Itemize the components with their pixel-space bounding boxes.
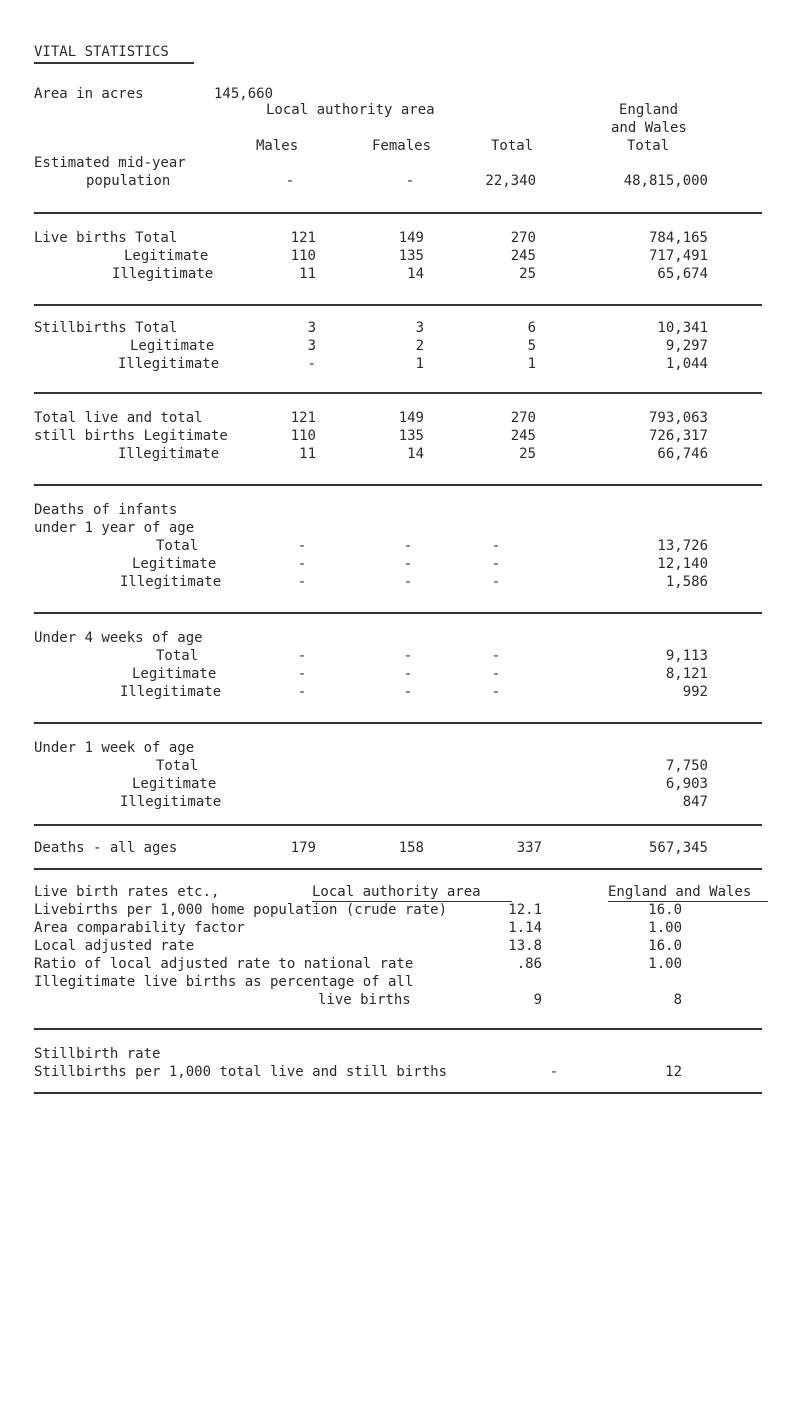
- row-label: Illegitimate: [120, 794, 222, 810]
- cell-ew: 10,341: [657, 320, 708, 336]
- population-label-2: population: [86, 173, 171, 189]
- cell-total: -: [491, 556, 501, 572]
- row-label: Legitimate: [132, 776, 217, 792]
- cell-ew: 1,586: [665, 574, 708, 590]
- rate-local: .86: [516, 956, 542, 972]
- cell-total: 245: [510, 248, 536, 264]
- cell-males: -: [297, 538, 307, 554]
- stillbirth-rate-label: Stillbirths per 1,000 total live and still births: [34, 1064, 448, 1080]
- cell-males: 11: [299, 266, 316, 282]
- cell-total: -: [491, 574, 501, 590]
- divider: [34, 212, 762, 214]
- section-label: Under 4 weeks of age: [34, 630, 203, 646]
- cell-males: 121: [290, 410, 316, 426]
- cell-ew: 9,113: [665, 648, 708, 664]
- cell-total: 25: [519, 446, 536, 462]
- row-label: Legitimate: [132, 666, 217, 682]
- illegit-label-2: live births: [318, 992, 411, 1008]
- header-females: Females: [372, 138, 432, 154]
- cell-males: 121: [290, 230, 316, 246]
- section-label: Deaths of infants: [34, 502, 178, 518]
- cell-ew: 793,063: [648, 410, 708, 426]
- cell-ew: 784,165: [648, 230, 708, 246]
- header-local-authority: Local authority area: [266, 102, 435, 118]
- row-label: Total: [156, 538, 199, 554]
- cell-total: -: [491, 684, 501, 700]
- rate-ew: 1.00: [648, 956, 682, 972]
- cell-total: 5: [527, 338, 536, 354]
- cell-ew: 847: [682, 794, 708, 810]
- row-label: Illegitimate: [118, 446, 220, 462]
- cell-females: -: [403, 666, 413, 682]
- rate-ew: 16.0: [648, 902, 682, 918]
- cell-ew: 7,750: [665, 758, 708, 774]
- row-label: Total live and total: [34, 410, 203, 426]
- stillbirth-rate-heading: Stillbirth rate: [34, 1046, 161, 1062]
- rate-local: 12.1: [508, 902, 542, 918]
- row-label: Legitimate: [132, 556, 217, 572]
- cell-males: 110: [290, 428, 316, 444]
- cell-females: 2: [415, 338, 424, 354]
- row-label: Illegitimate: [120, 684, 222, 700]
- population-total: 22,340: [485, 173, 536, 189]
- cell-males: 3: [307, 338, 316, 354]
- divider: [34, 612, 762, 614]
- cell-males: 11: [299, 446, 316, 462]
- population-females: -: [405, 173, 415, 189]
- divider: [34, 304, 762, 306]
- cell-females: 149: [398, 410, 424, 426]
- cell-females: 149: [398, 230, 424, 246]
- divider: [34, 1092, 762, 1094]
- cell-females: -: [403, 574, 413, 590]
- rates-ew-heading: England and Wales: [608, 884, 752, 900]
- cell-total: -: [491, 648, 501, 664]
- header-england-1: England: [619, 102, 679, 118]
- header-males: Males: [256, 138, 299, 154]
- cell-males: -: [297, 574, 307, 590]
- cell-ew: 9,297: [665, 338, 708, 354]
- row-label: Legitimate: [130, 338, 215, 354]
- cell-females: 135: [398, 248, 424, 264]
- page-title: VITAL STATISTICS: [34, 44, 169, 60]
- divider: [34, 722, 762, 724]
- cell-females: 14: [407, 266, 424, 282]
- row-label: Total: [156, 758, 199, 774]
- divider: [34, 824, 762, 826]
- rate-local: 13.8: [508, 938, 542, 954]
- cell-males: -: [307, 356, 316, 372]
- header-ew-total: Total: [627, 138, 670, 154]
- cell-females: 3: [415, 320, 424, 336]
- row-label: Illegitimate: [120, 574, 222, 590]
- row-label: Deaths - all ages: [34, 840, 178, 856]
- cell-females: 158: [398, 840, 424, 856]
- title-underline: [34, 62, 194, 64]
- cell-total: 1: [527, 356, 536, 372]
- cell-males: -: [297, 684, 307, 700]
- row-label: Stillbirths Total: [34, 320, 178, 336]
- illegit-label-1: Illegitimate live births as percentage of all: [34, 974, 414, 990]
- section-label: under 1 year of age: [34, 520, 195, 536]
- cell-females: 14: [407, 446, 424, 462]
- divider: [34, 868, 762, 870]
- cell-females: -: [403, 648, 413, 664]
- rate-row-label: Ratio of local adjusted rate to national rate: [34, 956, 414, 972]
- cell-total: 25: [519, 266, 536, 282]
- cell-ew: 13,726: [657, 538, 708, 554]
- rates-heading: Live birth rates etc.,: [34, 884, 220, 900]
- cell-females: -: [403, 684, 413, 700]
- cell-ew: 992: [682, 684, 708, 700]
- rate-row-label: Livebirths per 1,000 home population (crude rate): [34, 902, 448, 918]
- cell-total: -: [491, 538, 501, 554]
- illegit-local: 9: [533, 992, 542, 1008]
- cell-ew: 717,491: [648, 248, 708, 264]
- cell-males: -: [297, 666, 307, 682]
- header-total: Total: [491, 138, 534, 154]
- row-label: Total: [156, 648, 199, 664]
- divider: [34, 392, 762, 394]
- row-label: Legitimate: [124, 248, 209, 264]
- population-label-1: Estimated mid-year: [34, 155, 186, 171]
- cell-total: -: [491, 666, 501, 682]
- rate-local: 1.14: [508, 920, 542, 936]
- row-label: Illegitimate: [112, 266, 214, 282]
- population-males: -: [285, 173, 295, 189]
- header-england-2: and Wales: [611, 120, 687, 136]
- rate-ew: 16.0: [648, 938, 682, 954]
- cell-ew: 567,345: [648, 840, 708, 856]
- rate-row-label: Local adjusted rate: [34, 938, 195, 954]
- population-ew: 48,815,000: [623, 173, 708, 189]
- area-label: Area in acres: [34, 86, 144, 102]
- row-label: Live births Total: [34, 230, 178, 246]
- illegit-ew: 8: [673, 992, 682, 1008]
- cell-total: 245: [510, 428, 536, 444]
- cell-ew: 12,140: [657, 556, 708, 572]
- divider: [34, 1028, 762, 1030]
- row-label: still births Legitimate: [34, 428, 228, 444]
- rates-local-heading: Local authority area: [312, 884, 481, 900]
- rate-ew: 1.00: [648, 920, 682, 936]
- area-value: 145,660: [214, 86, 274, 102]
- cell-males: -: [297, 648, 307, 664]
- cell-ew: 1,044: [665, 356, 708, 372]
- cell-females: -: [403, 538, 413, 554]
- cell-total: 270: [510, 410, 536, 426]
- cell-males: 110: [290, 248, 316, 264]
- cell-ew: 66,746: [657, 446, 708, 462]
- cell-total: 6: [527, 320, 536, 336]
- row-label: Illegitimate: [118, 356, 220, 372]
- cell-total: 270: [510, 230, 536, 246]
- cell-females: 1: [415, 356, 424, 372]
- cell-ew: 8,121: [665, 666, 708, 682]
- cell-males: 179: [290, 840, 316, 856]
- section-label: Under 1 week of age: [34, 740, 195, 756]
- cell-ew: 6,903: [665, 776, 708, 792]
- stillbirth-rate-local: -: [549, 1064, 559, 1080]
- cell-ew: 65,674: [657, 266, 708, 282]
- divider: [34, 484, 762, 486]
- cell-females: -: [403, 556, 413, 572]
- cell-males: 3: [307, 320, 316, 336]
- stillbirth-rate-ew: 12: [665, 1064, 682, 1080]
- cell-males: -: [297, 556, 307, 572]
- cell-total: 337: [516, 840, 542, 856]
- cell-ew: 726,317: [648, 428, 708, 444]
- rate-row-label: Area comparability factor: [34, 920, 245, 936]
- cell-females: 135: [398, 428, 424, 444]
